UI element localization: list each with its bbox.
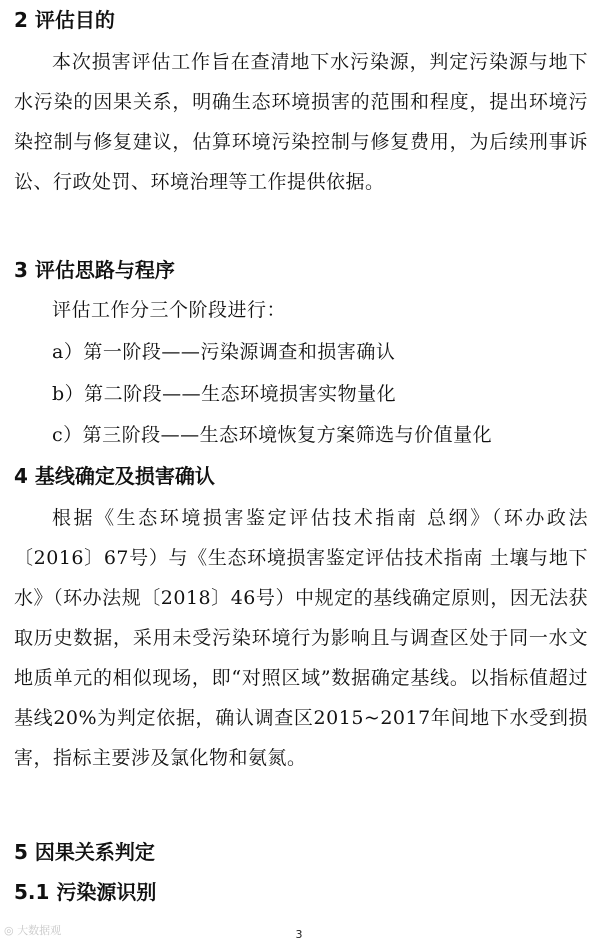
watermark-text: 大数据观 xyxy=(17,924,62,937)
section-2-paragraph: 本次损害评估工作旨在查清地下水污染源，判定污染源与地下水污染的因果关系，明确生态环境损害的范围和程度，提出环境污染控制与修复建议，估算环境污染控制与修复费用，为后续刑事诉讼、行政处罚、环境治理等工作提供依据。 xyxy=(14,51,588,193)
section-3-intro: 评估工作分三个阶段进行： xyxy=(52,299,287,321)
section-4-heading: 4 基线确定及损害确认 xyxy=(14,464,215,488)
stage-item-a: a）第一阶段——污染源调查和损害确认 xyxy=(52,341,396,363)
section-2-heading: 2 评估目的 xyxy=(14,8,115,32)
weibo-icon: ◎ xyxy=(4,924,14,937)
section-4-paragraph: 根据《生态环境损害鉴定评估技术指南 总纲》（环办政法〔2016〕67号）与《生态环境损害鉴定评估技术指南 土壤与地下水》（环办法规〔2018〕46号）中规定的基线确定原则，因无法获取历史数据，采用未受污染环境行为影响且与调查区处于同一水文地质单元的相似现场，即“对照区域”数据确定基线。以指标值超过基线20%为判定依据，确认调查区2015~2017年间地下水受到损害，指标主要涉及氯化物和氨氮。 xyxy=(14,507,588,769)
stage-item-c: c）第三阶段——生态环境恢复方案筛选与价值量化 xyxy=(52,424,493,446)
section-3-heading: 3 评估思路与程序 xyxy=(14,258,175,282)
stage-item-b: b）第二阶段——生态环境损害实物量化 xyxy=(52,383,397,405)
section-5-1-heading: 5.1 污染源识别 xyxy=(14,880,157,904)
page-number: 3 xyxy=(295,928,303,941)
section-5-heading: 5 因果关系判定 xyxy=(14,840,155,864)
